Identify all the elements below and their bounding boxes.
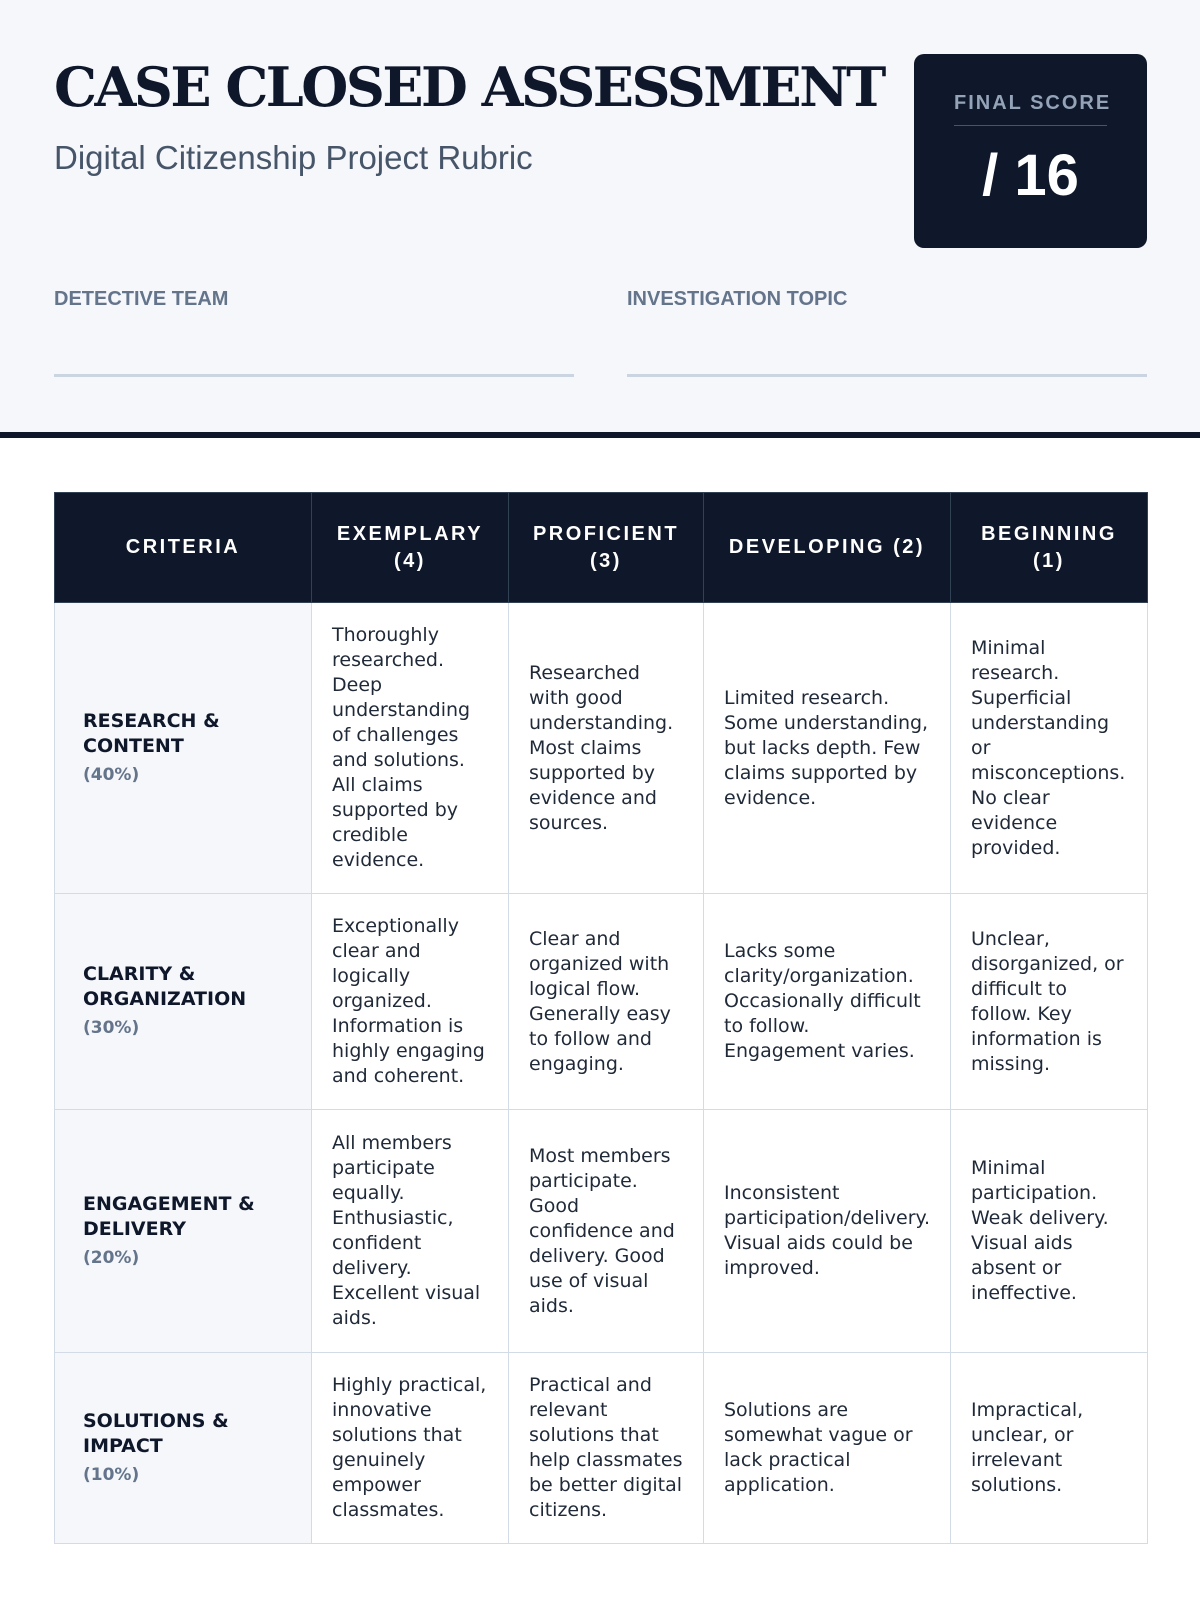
detective-team-label: DETECTIVE TEAM	[54, 288, 229, 310]
page-subtitle: Digital Citizenship Project Rubric	[54, 139, 533, 176]
final-score-label: FINAL SCORE	[954, 92, 1107, 126]
criterion-name: CLARITY & ORGANIZATION	[83, 963, 247, 1010]
final-score-value: / 16	[982, 143, 1079, 208]
col-header-criteria: CRITERIA	[55, 493, 312, 603]
table-row	[55, 894, 1148, 1110]
investigation-topic-line[interactable]	[627, 374, 1147, 377]
header-divider	[0, 432, 1200, 438]
col-header-developing: DEVELOPING (2)	[704, 493, 951, 603]
header-band	[0, 0, 1200, 434]
table-row	[55, 1353, 1148, 1544]
rubric-table	[54, 492, 1148, 1544]
criterion-name: ENGAGEMENT & DELIVERY	[83, 1192, 255, 1240]
col-header-proficient: PROFICIENT (3)	[509, 493, 704, 603]
investigation-topic-label: INVESTIGATION TOPIC	[627, 288, 848, 310]
criterion-weight: (30%)	[83, 1018, 140, 1038]
beginning-cell: Minimal research. Superficial understanding or misconceptions. No clear evidence provided.	[951, 603, 1148, 894]
developing-cell: Lacks some clarity/organization. Occasionally difficult to follow. Engagement varies.	[704, 894, 951, 1110]
proficient-cell: Practical and relevant solutions that help classmates be better digital citizens.	[509, 1353, 704, 1544]
detective-team-field[interactable]	[54, 288, 574, 311]
exemplary-cell: Thoroughly researched. Deep understanding of challenges and solutions. All claims supported by credible evidence.	[312, 603, 509, 894]
beginning-cell: Unclear, disorganized, or difficult to follow. Key information is missing.	[951, 894, 1148, 1110]
rubric-header-row	[55, 493, 1148, 603]
final-score-box	[914, 54, 1147, 248]
criterion-weight: (40%)	[83, 764, 140, 785]
criterion-cell	[55, 603, 312, 894]
table-row	[55, 1110, 1148, 1353]
criterion-cell	[55, 894, 312, 1110]
beginning-cell: Impractical, unclear, or irrelevant solutions.	[951, 1353, 1148, 1544]
criterion-weight: (10%)	[83, 1464, 140, 1485]
col-header-beginning: BEGINNING (1)	[951, 493, 1148, 603]
investigation-topic-field[interactable]	[627, 288, 1147, 311]
developing-cell: Limited research. Some understanding, but lacks depth. Few claims supported by evidence.	[704, 603, 951, 894]
beginning-cell: Minimal participation. Weak delivery. Visual aids absent or ineffective.	[951, 1110, 1148, 1353]
developing-cell: Solutions are somewhat vague or lack practical application.	[704, 1353, 951, 1544]
col-header-exemplary: EXEMPLARY (4)	[312, 493, 509, 603]
proficient-cell: Researched with good understanding. Most claims supported by evidence and sources.	[509, 603, 704, 894]
exemplary-cell: Exceptionally clear and logically organized. Information is highly engaging and coherent.	[312, 894, 509, 1110]
proficient-cell: Most members participate. Good confidence and delivery. Good use of visual aids.	[509, 1110, 704, 1353]
developing-cell: Inconsistent participation/delivery. Visual aids could be improved.	[704, 1110, 951, 1353]
exemplary-cell: All members participate equally. Enthusiastic, confident delivery. Excellent visual aids.	[312, 1110, 509, 1353]
proficient-cell: Clear and organized with logical flow. Generally easy to follow and engaging.	[509, 894, 704, 1110]
criterion-weight: (20%)	[83, 1247, 140, 1268]
criterion-name: SOLUTIONS & IMPACT	[83, 1409, 229, 1457]
detective-team-line[interactable]	[54, 374, 574, 377]
criterion-name: RESEARCH & CONTENT	[83, 709, 220, 757]
page-title: CASE CLOSED ASSESSMENT	[54, 55, 884, 119]
criterion-cell	[55, 1110, 312, 1353]
exemplary-cell: Highly practical, innovative solutions that genuinely empower classmates.	[312, 1353, 509, 1544]
table-row	[55, 603, 1148, 894]
criterion-cell	[55, 1353, 312, 1544]
